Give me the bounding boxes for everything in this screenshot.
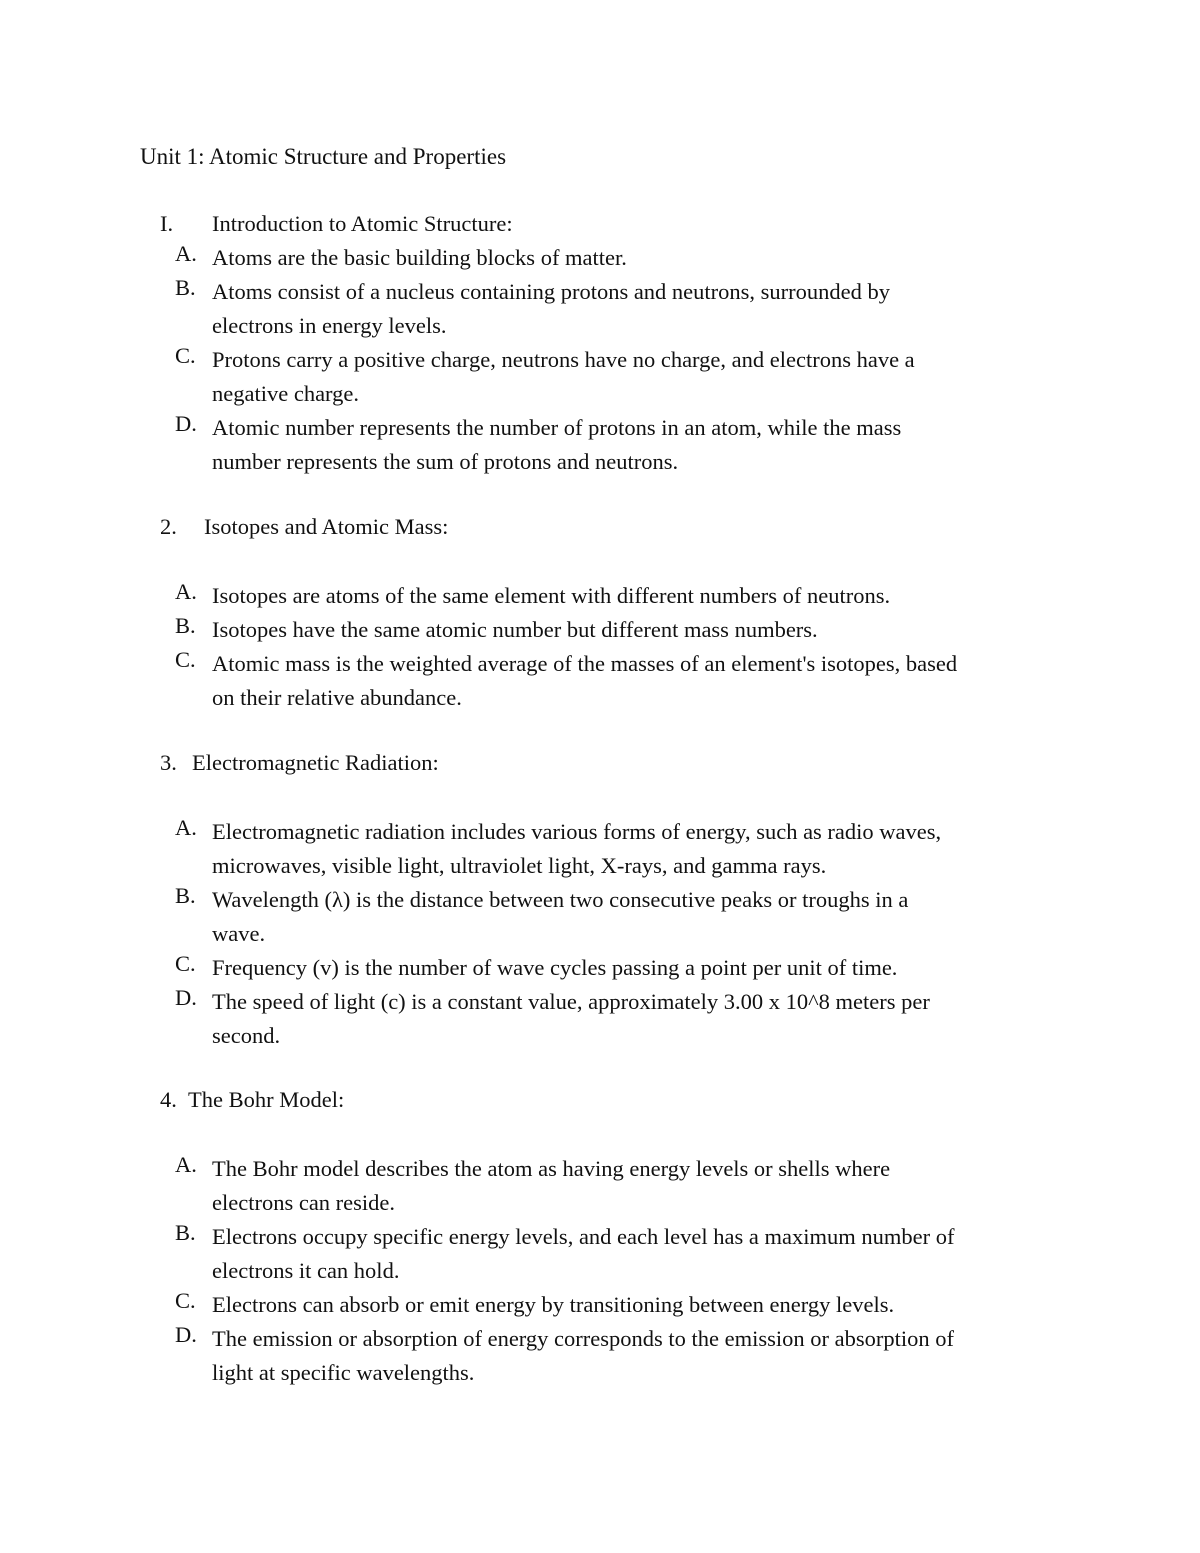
list-item-letter: A. xyxy=(175,579,197,604)
list-item-letter: D. xyxy=(175,411,197,436)
section-heading: Electromagnetic Radiation: xyxy=(192,750,439,775)
list-item-text: Isotopes have the same atomic number but different mass numbers. xyxy=(212,617,818,642)
list-item-letter: C. xyxy=(175,343,196,368)
list-item-letter: B. xyxy=(175,883,196,908)
list-item-text: The emission or absorption of energy corresponds to the emission or absorption of xyxy=(212,1326,954,1351)
section-number: 3. xyxy=(160,750,177,775)
section-number: 4. xyxy=(160,1087,177,1112)
list-item-text: light at specific wavelengths. xyxy=(212,1360,475,1385)
list-item-text: Isotopes are atoms of the same element with different numbers of neutrons. xyxy=(212,583,891,608)
list-item-text: The Bohr model describes the atom as having energy levels or shells where xyxy=(212,1156,891,1181)
list-item-text: electrons can reside. xyxy=(212,1190,396,1215)
list-item-text: electrons in energy levels. xyxy=(212,313,447,338)
list-item-text: number represents the sum of protons and neutrons. xyxy=(212,449,679,474)
list-item-letter: B. xyxy=(175,1220,196,1245)
list-item-text: Electromagnetic radiation includes various forms of energy, such as radio waves, xyxy=(212,819,942,844)
list-item-text: Atoms consist of a nucleus containing protons and neutrons, surrounded by xyxy=(212,279,891,304)
section-number: I. xyxy=(160,211,174,236)
list-item-text: microwaves, visible light, ultraviolet light, X-rays, and gamma rays. xyxy=(212,853,827,878)
section-heading: Introduction to Atomic Structure: xyxy=(212,211,513,236)
section-heading: The Bohr Model: xyxy=(188,1087,345,1112)
list-item-letter: C. xyxy=(175,1288,196,1313)
list-item-letter: B. xyxy=(175,613,196,638)
list-item-letter: A. xyxy=(175,815,197,840)
list-item-letter: A. xyxy=(175,1152,197,1177)
list-item-letter: B. xyxy=(175,275,196,300)
document-title: Unit 1: Atomic Structure and Properties xyxy=(140,144,507,169)
list-item-text: Wavelength (λ) is the distance between two consecutive peaks or troughs in a xyxy=(212,887,909,912)
list-item-letter: D. xyxy=(175,1322,197,1347)
list-item-text: Electrons can absorb or emit energy by transitioning between energy levels. xyxy=(212,1292,895,1317)
list-item-text: Atoms are the basic building blocks of matter. xyxy=(212,245,627,270)
list-item-text: Electrons occupy specific energy levels, and each level has a maximum number of xyxy=(212,1224,955,1249)
list-item-text: electrons it can hold. xyxy=(212,1258,400,1283)
list-item-letter: A. xyxy=(175,241,197,266)
list-item-text: negative charge. xyxy=(212,381,360,406)
section-number: 2. xyxy=(160,514,177,539)
list-item-text: Atomic number represents the number of protons in an atom, while the mass xyxy=(212,415,902,440)
section-heading: Isotopes and Atomic Mass: xyxy=(204,514,449,539)
list-item-text: wave. xyxy=(212,921,266,946)
list-item-text: Atomic mass is the weighted average of the masses of an element's isotopes, based xyxy=(212,651,958,676)
list-item-text: second. xyxy=(212,1023,281,1048)
list-item-letter: C. xyxy=(175,647,196,672)
list-item-letter: D. xyxy=(175,985,197,1010)
list-item-text: on their relative abundance. xyxy=(212,685,462,710)
list-item-text: Frequency (v) is the number of wave cycles passing a point per unit of time. xyxy=(212,955,898,980)
list-item-letter: C. xyxy=(175,951,196,976)
list-item-text: Protons carry a positive charge, neutrons have no charge, and electrons have a xyxy=(212,347,915,372)
list-item-text: The speed of light (c) is a constant value, approximately 3.00 x 10^8 meters per xyxy=(212,989,930,1014)
